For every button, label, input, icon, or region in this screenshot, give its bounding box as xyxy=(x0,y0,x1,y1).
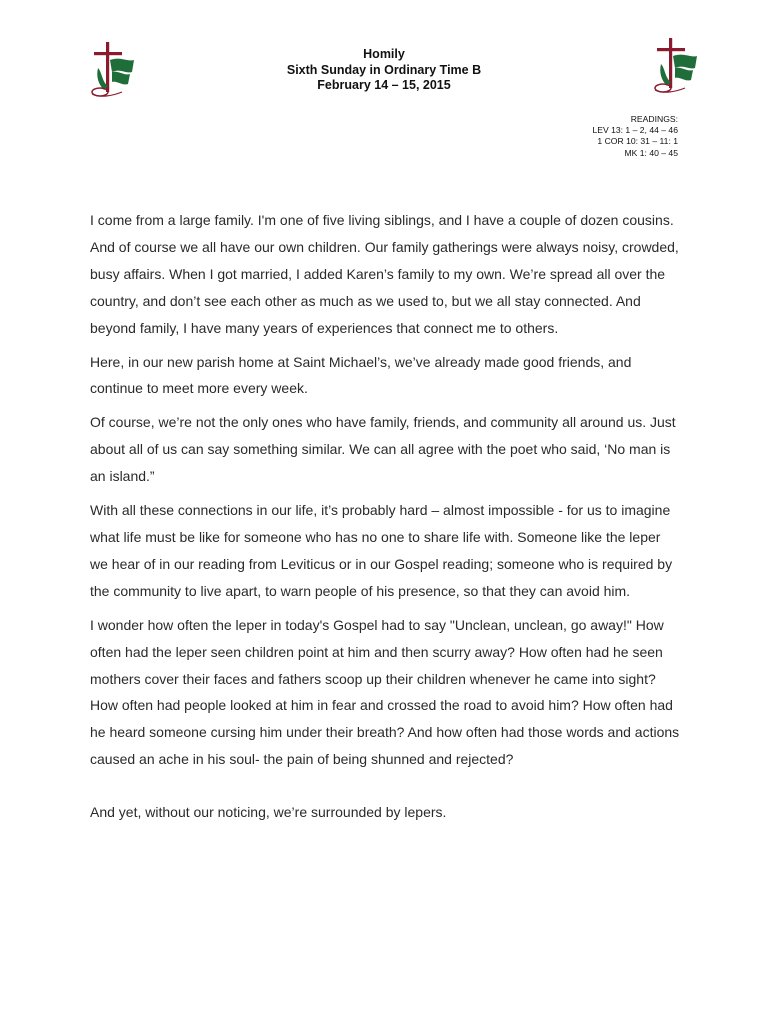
homily-body xyxy=(90,207,682,833)
reading-line: LEV 13: 1 – 2, 44 – 46 xyxy=(592,125,678,136)
paragraph: With all these connections in our life, it’s probably hard – almost impossible - for us to imagine what life must be like for someone who has no one to share life with. Someone like the leper we hear of in our reading from Leviticus or in our Gospel reading; someone who is required by the community to live apart, to warn people of his presence, so that they can avoid him. xyxy=(90,502,673,599)
paragraph: And yet, without our noticing, we’re surrounded by lepers. xyxy=(90,804,447,821)
homily-date: February 14 – 15, 2015 xyxy=(317,78,451,92)
homily-title: Homily xyxy=(363,47,405,61)
paragraph: I come from a large family. I'm one of five living siblings, and I have a couple of dozen cousins. And of course we all have our own children. Our family gatherings were always noisy, crowded, busy affairs. When I got married, I added Karen’s family to my own. We’re spread all over the country, and don’t see each other as much as we used to, but we all stay connected. And beyond family, I have many years of experiences that connect me to others. xyxy=(90,212,679,336)
paragraph: Of course, we’re not the only ones who have family, friends, and community all around us. Just about all of us can say something similar. We can all agree with the poet who said, ‘No man is an island.” xyxy=(90,414,676,485)
paragraph: I wonder how often the leper in today's Gospel had to say "Unclean, unclean, go away!" How often had the leper seen children point at him and then scurry away? How often had he seen mothers cover their faces and fathers scoop up their children whenever he came into sight? How often had people looked at him in fear and crossed the road to avoid him? How often had he heard someone cursing him under their breath? And how often had those words and actions caused an ache in his soul- the pain of being shunned and rejected? xyxy=(90,616,680,768)
paragraph: Here, in our new parish home at Saint Michael’s, we’ve already made good friends, and continue to meet more every week. xyxy=(90,353,632,397)
reading-line: 1 COR 10: 31 – 11: 1 xyxy=(597,136,678,147)
homily-subtitle: Sixth Sunday in Ordinary Time B xyxy=(286,62,482,77)
homily-header xyxy=(0,47,768,94)
reading-line: MK 1: 40 – 45 xyxy=(624,147,678,158)
readings-label: READINGS: xyxy=(630,114,678,124)
readings-block xyxy=(592,114,678,159)
